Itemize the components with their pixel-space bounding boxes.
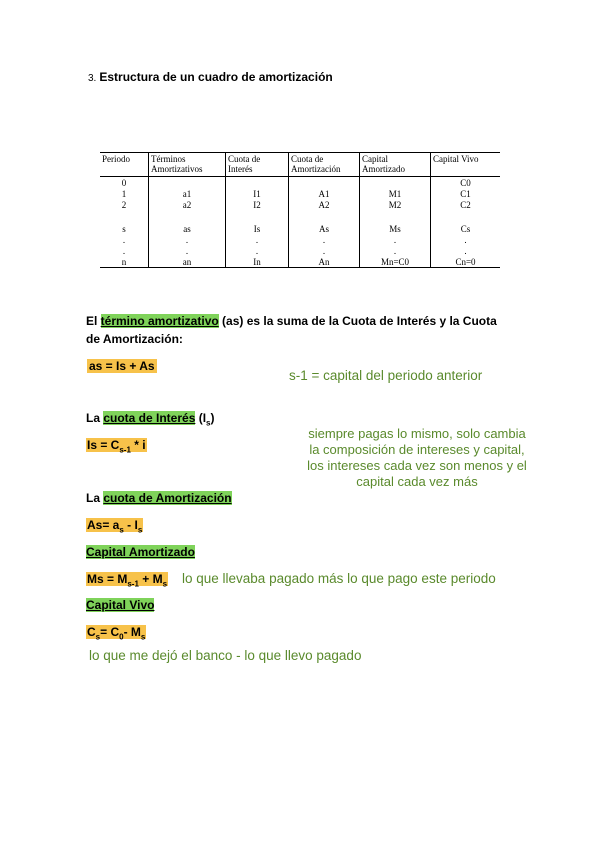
- capital-amortizado-heading: [86, 545, 195, 559]
- table-cell: Ms: [360, 223, 431, 234]
- capital-vivo-heading: [86, 598, 154, 612]
- header-capital-amortizado: Capital Amortizado: [360, 153, 431, 177]
- capital-amortizado-highlight: Capital Amortizado: [86, 545, 195, 559]
- note-cs: lo que me dejó el banco - lo que llevo pagado: [89, 648, 362, 663]
- term-amortizativo-highlight: término amortizativo: [100, 314, 219, 328]
- note-composition: siempre pagas lo mismo, solo cambia la composición de intereses y capital, los intereses cada vez son menos y el capital cada vez más: [307, 426, 527, 489]
- table-cell: A2: [289, 199, 360, 210]
- formula-as: as = Is + As: [89, 359, 155, 373]
- cuota-amortizacion-highlight: cuota de Amortización: [103, 491, 232, 505]
- table-row: [100, 177, 500, 189]
- table-cell: a2: [149, 199, 226, 210]
- formula-as-difference: $As= a_s - I_s$: [87, 518, 143, 535]
- formula-is: $Is = C_{s-1} * i$: [87, 438, 146, 455]
- table-row: [100, 199, 500, 210]
- table-cell: a1: [149, 188, 226, 199]
- table-cell: C2: [431, 199, 501, 210]
- table-cell: Is: [226, 223, 289, 234]
- table-row: [100, 245, 500, 256]
- table-cell: .: [122, 245, 126, 256]
- table-cell: Cn=0: [431, 256, 501, 268]
- table-cell: [149, 177, 226, 189]
- header-periodo: Periodo: [100, 153, 149, 177]
- section-heading: [88, 70, 333, 84]
- table-cell: .: [289, 234, 360, 245]
- table-cell: .: [360, 245, 431, 256]
- table-cell: 1: [121, 188, 127, 199]
- section-number: 3.: [88, 73, 97, 84]
- table-cell: .: [122, 234, 126, 245]
- table-cell: M2: [360, 199, 431, 210]
- table-cell: [289, 177, 360, 189]
- table-cell: .: [431, 234, 501, 245]
- table-cell: [360, 177, 431, 189]
- table-cell: .: [226, 245, 289, 256]
- table-cell: .: [431, 245, 501, 256]
- table-cell: .: [226, 234, 289, 245]
- table-cell: I1: [226, 188, 289, 199]
- table-row: [100, 188, 500, 199]
- header-terminos: Términos Amortizativos: [149, 153, 226, 177]
- table-cell: [226, 177, 289, 189]
- table-cell: Cs: [431, 223, 501, 234]
- header-capital-vivo: Capital Vivo: [431, 153, 501, 177]
- table-cell: C1: [431, 188, 501, 199]
- table-cell: An: [289, 256, 360, 268]
- cuota-interes-highlight: cuota de Interés: [103, 411, 196, 425]
- table-cell: As: [289, 223, 360, 234]
- capital-vivo-highlight: Capital Vivo: [86, 598, 155, 612]
- cuota-interes-heading: La cuota de Interés $(I_s)$: [86, 411, 215, 428]
- formula-cs: $C_s= C_0-$ $M_s$: [87, 625, 146, 642]
- table-cell: n: [121, 256, 127, 267]
- table-cell: .: [149, 245, 226, 256]
- table-cell: C0: [431, 177, 501, 189]
- table-cell: .: [360, 234, 431, 245]
- formula-ms: $Ms = M_{s-1} + M_s$: [87, 572, 168, 589]
- note-capital-previous: s-1 = capital del periodo anterior: [289, 368, 483, 383]
- table-cell: s: [122, 223, 126, 234]
- definition-line-2: de Amortización:: [86, 332, 183, 346]
- table-cell: as: [149, 223, 226, 234]
- table-row: [100, 223, 500, 234]
- table-row: [100, 234, 500, 245]
- table-header-row: [100, 153, 500, 177]
- header-cuota-amortizacion: Cuota de Amortización: [289, 153, 360, 177]
- note-ms: lo que llevaba pagado más lo que pago este periodo: [182, 571, 496, 586]
- table-cell: Mn=C0: [360, 256, 431, 268]
- amortization-table: [100, 152, 500, 268]
- table-cell: .: [289, 245, 360, 256]
- table-cell: M1: [360, 188, 431, 199]
- table-cell: I2: [226, 199, 289, 210]
- table-cell: an: [149, 256, 226, 268]
- table-cell: .: [149, 234, 226, 245]
- cuota-amortizacion-heading: La cuota de Amortización: [86, 491, 232, 505]
- definition-line-1: El término amortizativo (as) es la suma de la Cuota de Interés y la Cuota: [86, 314, 497, 328]
- table-cell: A1: [289, 188, 360, 199]
- table-row: [100, 210, 500, 223]
- table-cell: In: [226, 256, 289, 268]
- table-row: [100, 256, 500, 268]
- table-cell: 0: [121, 177, 127, 188]
- section-title: Estructura de un cuadro de amortización: [99, 70, 333, 84]
- table-cell: 2: [121, 199, 127, 210]
- header-cuota-interes: Cuota de Interés: [226, 153, 289, 177]
